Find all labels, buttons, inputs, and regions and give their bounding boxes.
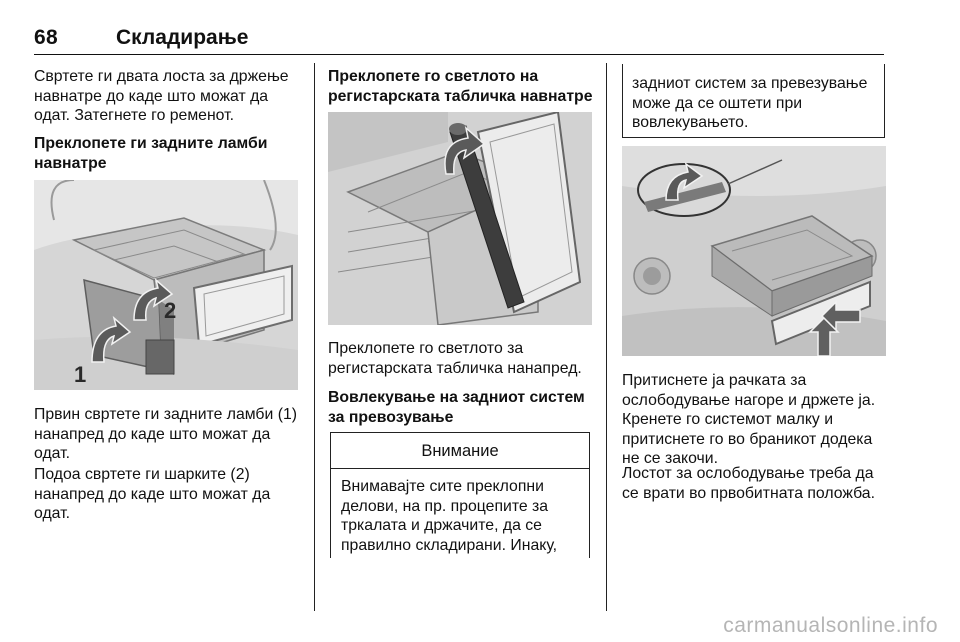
release-lever-paragraph: Лостот за ослободување треба да се врати во првобитната положба.	[622, 465, 875, 502]
figure-plate-light	[328, 112, 592, 325]
warning-title: Внимание	[331, 433, 589, 469]
page-number: 68	[34, 26, 58, 49]
intro-paragraph: Свртете ги двата лоста за држење навнатре до каде што можат да одат. Затегнете го ременот.	[34, 68, 289, 124]
heading-fold-rear-lamps: Преклопете ги задните ламби навнатре	[34, 135, 268, 172]
column-divider-1	[314, 63, 315, 611]
heading-retract-carrier: Вовлекување на задниот систем за превозување	[328, 389, 585, 426]
warning-text: Внимавајте сите преклопни делови, на пр. процепите за тркалата и држачите, да се правилно складирани. Инаку,	[341, 478, 558, 554]
heading-fold-plate-light: Преклопете го светлото на регистарската табличка навнатре	[328, 68, 593, 105]
watermark: carmanualsonline.info	[723, 614, 938, 637]
warning-text-continued: задниот систем за превезување може да се оштети при вовлекувањето.	[632, 75, 868, 131]
figure-label-1: 1	[74, 362, 87, 387]
figure-rear-lamps	[34, 180, 298, 390]
step2-paragraph: Подоа свртете ги шарките (2) нанапред до каде што можат да одат.	[34, 466, 271, 522]
section-title: Складирање	[116, 26, 249, 49]
plate-light-caption: Преклопете го светлото за регистарската табличка нанапред.	[328, 340, 582, 377]
warning-box	[330, 432, 590, 558]
page-header	[34, 26, 884, 56]
press-release-paragraph: Притиснете ја рачката за ослободување нагоре и држете ја. Кренете го системот малку и притиснете го во браникот додека не се закочи.	[622, 372, 876, 467]
header-rule	[34, 54, 884, 55]
warning-box-continued	[622, 64, 885, 138]
column-divider-2	[606, 63, 607, 611]
figure-label-2: 2	[164, 298, 177, 323]
figure-carrier-retract	[622, 146, 886, 356]
step1-paragraph: Првин свртете ги задните ламби (1) нанапред до каде што можат да одат.	[34, 406, 298, 462]
